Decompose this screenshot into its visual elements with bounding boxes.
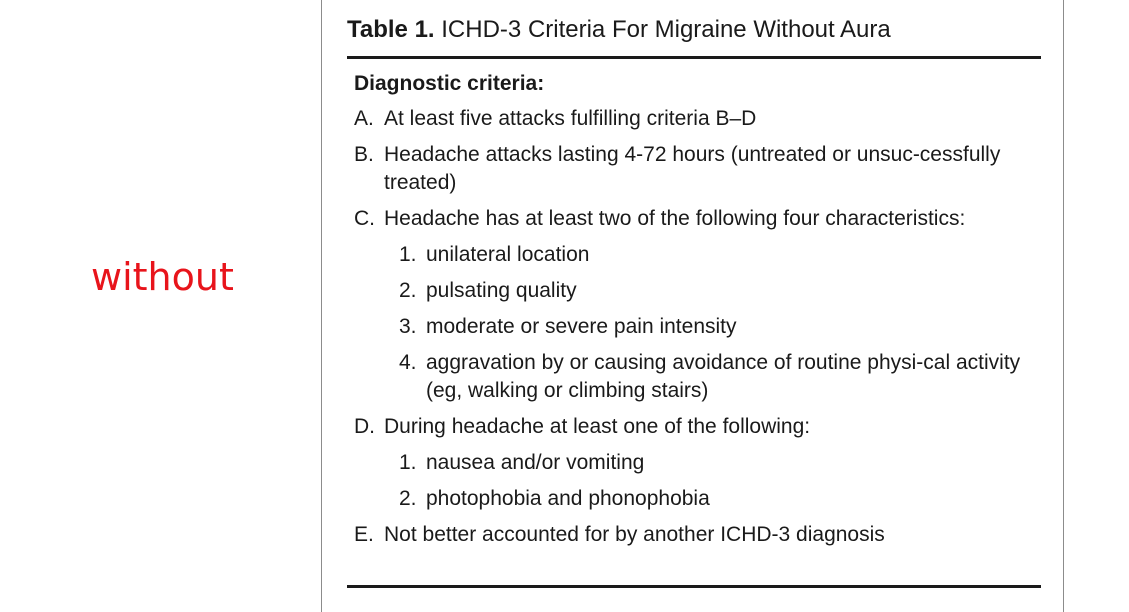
criterion-marker: C. [354, 207, 375, 230]
criterion-text: Headache attacks lasting 4-72 hours (untreated or unsuc-cessfully treated) [384, 143, 1001, 194]
criterion-marker: A. [354, 107, 374, 130]
bottom-rule [347, 585, 1041, 588]
criterion-e [354, 521, 1034, 549]
criterion-marker: B. [354, 143, 374, 166]
sub-criterion-marker: 3. [399, 315, 417, 338]
sub-criteria-list [384, 241, 1034, 405]
sub-criterion-text: unilateral location [426, 243, 590, 266]
criterion-marker: E. [354, 523, 374, 546]
criterion-b [354, 141, 1034, 197]
sub-criterion-text: aggravation by or causing avoidance of routine physi-cal activity (eg, walking or climbing stairs) [426, 351, 1021, 402]
sub-criterion [384, 449, 1034, 477]
sub-criterion [384, 241, 1034, 269]
sub-criterion [384, 313, 1034, 341]
table-title-text: ICHD-3 Criteria For Migraine Without Aura [441, 16, 891, 43]
sub-criterion [384, 349, 1034, 405]
criterion-a [354, 105, 1034, 133]
criteria-list [354, 105, 1034, 557]
sub-criterion-marker: 4. [399, 351, 417, 374]
sub-criterion-marker: 1. [399, 243, 417, 266]
top-rule [347, 56, 1041, 59]
criteria-heading: Diagnostic criteria: [354, 72, 545, 95]
sub-criterion-text: pulsating quality [426, 279, 577, 302]
criterion-c [354, 205, 1034, 405]
criterion-text: Not better accounted for by another ICHD-3 diagnosis [384, 523, 885, 546]
side-label: without [91, 255, 234, 299]
criterion-text: During headache at least one of the following: [384, 415, 811, 438]
table-number: Table 1. [347, 16, 435, 43]
criterion-marker: D. [354, 415, 375, 438]
sub-criterion-text: photophobia and phonophobia [426, 487, 710, 510]
sub-criterion [384, 485, 1034, 513]
sub-criterion [384, 277, 1034, 305]
sub-criteria-list [384, 449, 1034, 513]
criterion-text: Headache has at least two of the following four characteristics: [384, 207, 966, 230]
criteria-table [321, 0, 1064, 612]
table-title [347, 14, 891, 46]
sub-criterion-marker: 2. [399, 487, 417, 510]
criterion-text: At least five attacks fulfilling criteria B–D [384, 107, 757, 130]
sub-criterion-marker: 2. [399, 279, 417, 302]
sub-criterion-marker: 1. [399, 451, 417, 474]
sub-criterion-text: moderate or severe pain intensity [426, 315, 737, 338]
criterion-d [354, 413, 1034, 513]
sub-criterion-text: nausea and/or vomiting [426, 451, 645, 474]
